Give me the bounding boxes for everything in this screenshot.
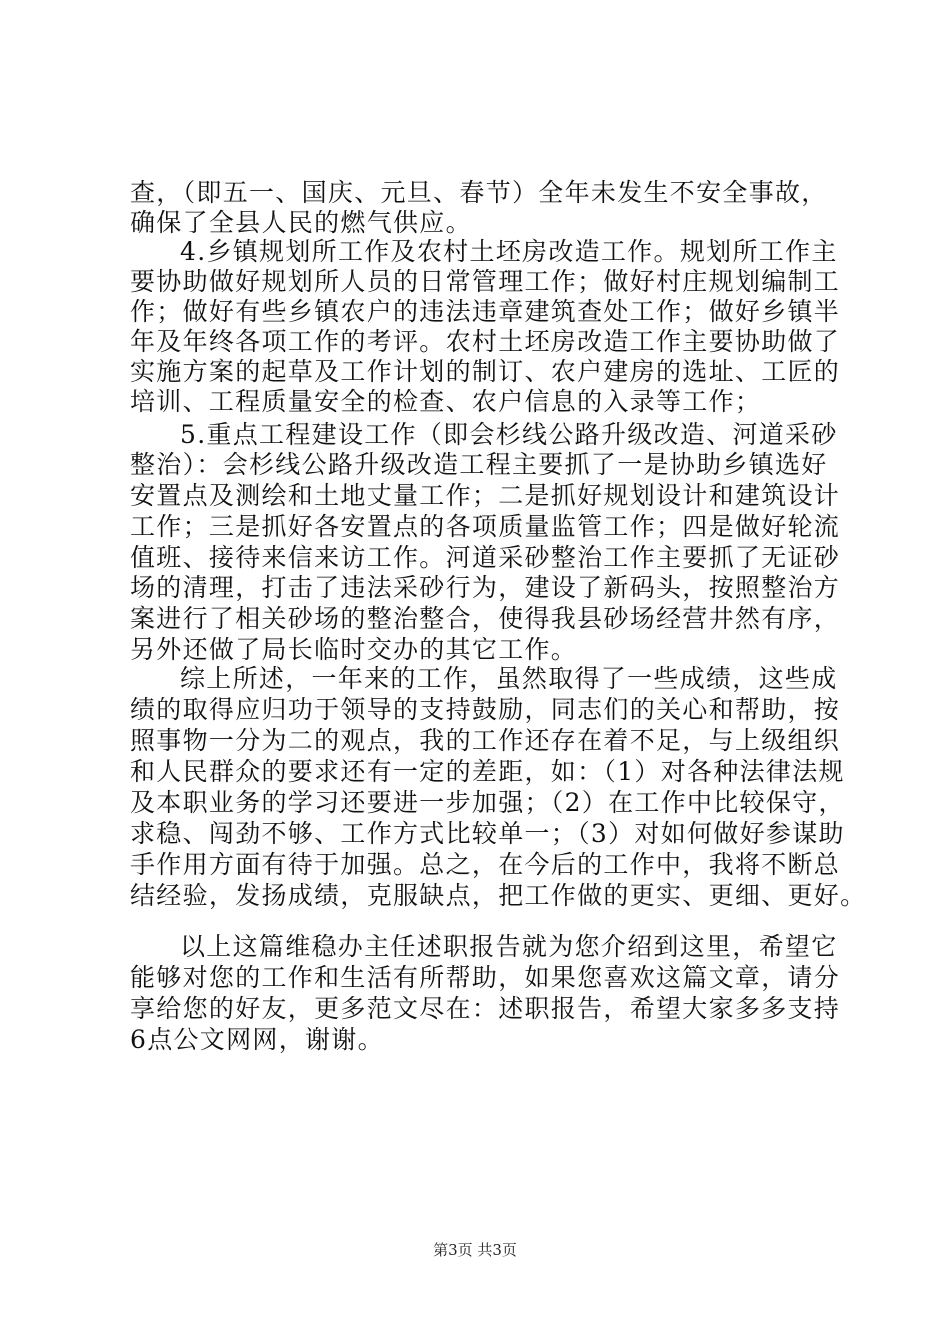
body-line: 培训、工程质量安全的检查、农户信息的入录等工作； <box>130 387 762 416</box>
body-line: 查，（即五一、国庆、元旦、春节）全年未发生不安全事故， <box>130 178 828 207</box>
body-line: 手作用方面有待于加强。总之，在今后的工作中，我将不断总 <box>130 850 841 879</box>
body-line: 工作；三是抓好各安置点的各项质量监管工作；四是做好轮流 <box>130 512 841 541</box>
body-line: 结经验，发扬成绩，克服缺点，把工作做的更实、更细、更好。 <box>130 881 867 910</box>
body-line: 安置点及测绘和土地丈量工作；二是抓好规划设计和建筑设计 <box>130 481 841 510</box>
body-line: 确保了全县人民的燃气供应。 <box>130 208 472 237</box>
body-line: 和人民群众的要求还有一定的差距，如：（1）对各种法律法规 <box>130 757 845 786</box>
section-4-first-line: 4.乡镇规划所工作及农村土坯房改造工作。规划所工作主 <box>180 237 838 266</box>
closing-first-line: 以上这篇维稳办主任述职报告就为您介绍到这里，希望它 <box>180 932 838 961</box>
body-line: 年及年终各项工作的考评。农村土坯房改造工作主要协助做了 <box>130 327 841 356</box>
body-line: 要协助做好规划所人员的日常管理工作；做好村庄规划编制工 <box>130 267 841 296</box>
body-line: 整治）：会杉线公路升级改造工程主要抓了一是协助乡镇选好 <box>130 450 828 479</box>
body-line: 场的清理，打击了违法采砂行为，建设了新码头，按照整治方 <box>130 573 841 602</box>
body-line: 绩的取得应归功于领导的支持鼓励，同志们的关心和帮助，按 <box>130 695 841 724</box>
section-5-first-line: 5.重点工程建设工作（即会杉线公路升级改造、河道采砂 <box>180 420 838 449</box>
body-line: 享给您的好友，更多范文尽在：述职报告，希望大家多多支持 <box>130 994 841 1023</box>
body-line: 作；做好有些乡镇农户的违法违章建筑查处工作；做好乡镇半 <box>130 297 841 326</box>
body-line: 求稳、闯劲不够、工作方式比较单一；（3）对如何做好参谋助 <box>130 819 845 848</box>
body-line: 另外还做了局长临时交办的其它工作。 <box>130 635 578 664</box>
summary-first-line: 综上所述，一年来的工作，虽然取得了一些成绩，这些成 <box>180 664 838 693</box>
body-line: 能够对您的工作和生活有所帮助，如果您喜欢这篇文章，请分 <box>130 963 841 992</box>
page-number: 第3页 共3页 <box>433 1241 517 1259</box>
body-line: 案进行了相关砂场的整治整合，使得我县砂场经营井然有序， <box>130 604 841 633</box>
body-line: 6点公文网网，谢谢。 <box>130 1025 384 1054</box>
body-line: 值班、接待来信来访工作。河道采砂整治工作主要抓了无证砂 <box>130 543 841 572</box>
body-line: 实施方案的起草及工作计划的制订、农户建房的选址、工匠的 <box>130 357 841 386</box>
body-line: 照事物一分为二的观点，我的工作还存在着不足，与上级组织 <box>130 726 841 755</box>
body-line: 及本职业务的学习还要进一步加强；（2）在工作中比较保守， <box>130 788 845 817</box>
